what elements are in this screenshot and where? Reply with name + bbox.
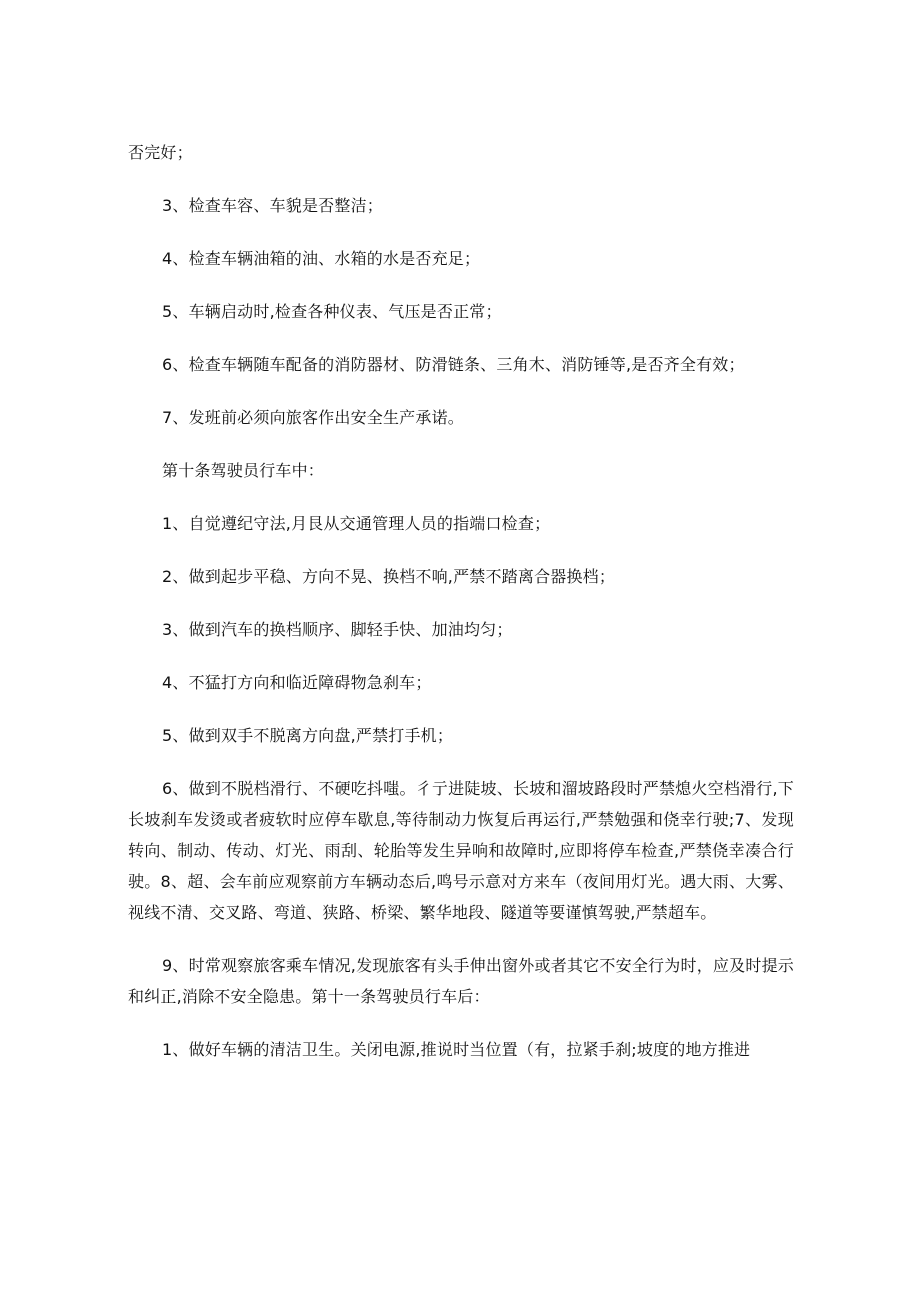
paragraph-item-7-safety-pledge: 7、发班前必须向旅客作出安全生产承诺。: [162, 408, 464, 427]
paragraph-driving-item-9-and-article-11: 9、时常观察旅客乘车情况,发现旅客有头手伸出窗外或者其它不安全行为时，应及时提示和纠正,消除不安全隐患。第十一条驾驶员行车后：: [128, 956, 794, 1006]
paragraph-item-4-fuel-water: 4、检查车辆油箱的油、水箱的水是否充足；: [162, 249, 481, 268]
paragraph-driving-item-5: 5、做到双手不脱离方向盘,严禁打手机；: [162, 726, 454, 745]
paragraph-driving-item-1: 1、自觉遵纪守法,月艮从交通管理人员的指端口检查；: [162, 514, 551, 533]
paragraph-driving-item-4: 4、不猛打方向和临近障碍物急刹车；: [162, 673, 432, 692]
paragraph-driving-item-3: 3、做到汽车的换档顺序、脚轻手快、加油均匀；: [162, 620, 513, 639]
paragraph-after-driving-item-1: 1、做好车辆的清洁卫生。关闭电源,推说时当位置（有，拉紧手刹;坡度的地方推进: [162, 1040, 751, 1059]
paragraph-continuation: 否完好；: [128, 143, 193, 162]
paragraph-item-6-safety-equipment: 6、检查车辆随车配备的消防器材、防滑链条、三角木、消防锤等,是否齐全有效；: [162, 355, 745, 374]
section-heading-article-10: 第十条驾驶员行车中：: [162, 461, 325, 480]
paragraph-driving-item-2: 2、做到起步平稳、方向不晃、换档不响,严禁不踏离合器换档；: [162, 567, 616, 586]
paragraph-item-5-gauges: 5、车辆启动时,检查各种仪表、气压是否正常；: [162, 302, 502, 321]
paragraph-driving-items-6-8: 6、做到不脱档滑行、不硬吃抖嗤。彳亍进陡坡、长坡和溜坡路段时严禁熄火空档滑行,下长坡刹车发烫或者疲软时应停车歇息,等待制动力恢复后再运行,严禁勉强和侥幸行驶;7、发现转向、制动、传动、灯光、雨刮、轮胎等发生异响和故障时,应即将停车检查,严禁侥幸凑合行驶。8、超、会车前应观察前方车辆动态后,鸣号示意对方来车（夜间用灯光。遇大雨、大雾、视线不清、交叉路、弯道、狭路、桥梁、繁华地段、隧道等要谨慎驾驶,严禁超车。: [128, 779, 794, 922]
document-body: [128, 137, 794, 1087]
paragraph-item-3-vehicle-appearance: 3、检查车容、车貌是否整洁；: [162, 196, 383, 215]
